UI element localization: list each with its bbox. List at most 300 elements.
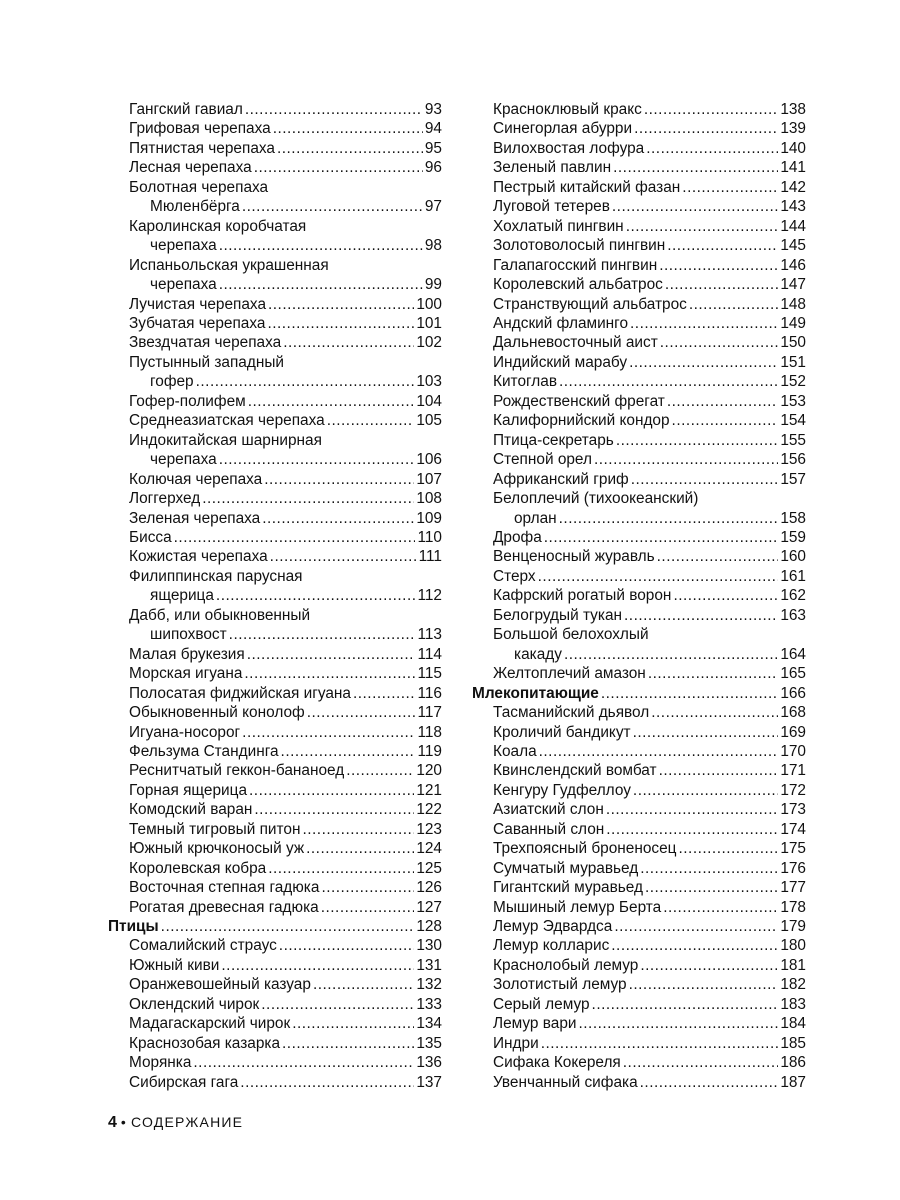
toc-page-number: 162 <box>780 587 806 605</box>
dot-leader <box>631 470 779 489</box>
toc-entry <box>472 236 806 255</box>
dot-leader <box>219 236 423 255</box>
dot-leader <box>307 703 416 722</box>
dot-leader <box>672 411 779 430</box>
toc-entry-title: Темный тигровый питон <box>129 820 301 838</box>
toc-entry <box>108 139 442 158</box>
toc-entry-title: Филиппинская парусная <box>129 567 303 585</box>
toc-page-number: 135 <box>416 1034 442 1052</box>
toc-page-number: 120 <box>416 762 442 780</box>
toc-entry <box>472 489 806 528</box>
dot-leader <box>645 878 778 897</box>
footer-section-title: СОДЕРЖАНИЕ <box>131 1114 244 1130</box>
toc-page-number: 122 <box>416 801 442 819</box>
dot-leader <box>247 645 416 664</box>
toc-page-number: 111 <box>418 548 442 566</box>
toc-entry <box>108 936 442 955</box>
toc-entry <box>472 1073 806 1092</box>
toc-entry <box>108 800 442 819</box>
dot-leader <box>244 664 415 683</box>
toc-entry <box>108 411 442 430</box>
toc-page-number: 102 <box>416 334 442 352</box>
toc-page-number: 138 <box>780 101 806 118</box>
dot-leader <box>594 450 778 469</box>
toc-page-number: 105 <box>416 412 442 430</box>
toc-entry <box>472 256 806 275</box>
dot-leader <box>606 820 778 839</box>
toc-entry <box>472 372 806 391</box>
toc-page-number: 165 <box>780 665 806 683</box>
toc-entry-title: Пестрый китайский фазан <box>493 178 681 196</box>
toc-entry <box>108 528 442 547</box>
toc-entry-title: Мышиный лемур Берта <box>493 898 662 916</box>
toc-entry <box>472 859 806 878</box>
dot-leader <box>592 995 779 1014</box>
dot-leader <box>673 586 778 605</box>
toc-page-number: 181 <box>780 956 806 974</box>
toc-entry-title: Зубчатая черепаха <box>129 314 266 332</box>
dot-leader <box>667 392 778 411</box>
toc-entry-title: Королевская кобра <box>129 859 267 877</box>
toc-entry-title: Лесная черепаха <box>129 159 252 177</box>
toc-entry-title: ящерица <box>150 587 214 605</box>
toc-page-number: 99 <box>424 276 442 294</box>
dot-leader <box>640 956 778 975</box>
toc-entry <box>108 723 442 742</box>
toc-entry-title: Млекопитающие <box>472 684 599 702</box>
toc-entry <box>108 995 442 1014</box>
dot-leader <box>679 839 779 858</box>
toc-entry-title: Испаньольская украшенная <box>129 256 329 274</box>
toc-entry <box>108 1034 442 1053</box>
toc-entry-title: Обыкновенный конолоф <box>129 704 305 722</box>
toc-page-number: 132 <box>416 976 442 994</box>
toc-entry-title: Оклендский чирок <box>129 995 260 1013</box>
toc-entry-title: Саванный слон <box>493 820 605 838</box>
toc-entry <box>472 917 806 936</box>
toc-page-number: 104 <box>416 392 442 410</box>
toc-page-number: 119 <box>417 742 442 760</box>
toc-entry <box>108 878 442 897</box>
toc-entry-title: Лучистая черепаха <box>129 295 266 313</box>
toc-entry-title: орлан <box>514 509 557 527</box>
toc-entry-title: Калифорнийский кондор <box>493 412 670 430</box>
toc-entry-title: Большой белохохлый <box>493 626 649 644</box>
dot-leader <box>682 178 778 197</box>
toc-entry <box>472 898 806 917</box>
toc-page-number: 144 <box>780 217 806 235</box>
toc-entry-title: Зеленая черепаха <box>129 509 261 527</box>
toc-entry <box>472 703 806 722</box>
dot-leader <box>216 586 416 605</box>
dot-leader <box>640 1073 779 1092</box>
toc-entry-title: Звездчатая черепаха <box>129 334 282 352</box>
toc-page-number: 140 <box>780 139 806 157</box>
page-footer <box>108 1114 243 1132</box>
dot-leader <box>242 197 423 216</box>
toc-entry-title: Морянка <box>129 1054 192 1072</box>
dot-leader <box>559 509 779 528</box>
dot-leader <box>667 236 778 255</box>
toc-page-number: 171 <box>780 762 806 780</box>
toc-entry <box>472 178 806 197</box>
toc-entry-title: Азиатский слон <box>493 801 604 819</box>
toc-entry-title: Золотистый лемур <box>493 976 627 994</box>
dot-leader <box>262 509 414 528</box>
toc-page-number: 110 <box>417 528 442 546</box>
toc-page-number: 123 <box>416 820 442 838</box>
toc-entry-title: Африканский гриф <box>493 470 629 488</box>
toc-entry <box>472 528 806 547</box>
toc-entry-title: Белоплечий (тихоокеанский) <box>493 490 699 508</box>
toc-page-number: 133 <box>416 995 442 1013</box>
toc-page-number: 173 <box>780 801 806 819</box>
dot-leader <box>161 917 415 936</box>
dot-leader <box>249 781 414 800</box>
dot-leader <box>623 1053 779 1072</box>
toc-page-number: 114 <box>417 645 442 663</box>
toc-page-number: 159 <box>780 528 806 546</box>
dot-leader <box>321 898 415 917</box>
toc-page-number: 150 <box>780 334 806 352</box>
toc-entry-title: Птица-секретарь <box>493 431 614 449</box>
toc-entry-title: Южный киви <box>129 956 220 974</box>
dot-leader <box>353 684 415 703</box>
dot-leader <box>611 936 778 955</box>
toc-entry-title: какаду <box>514 645 562 663</box>
toc-entry-title: Стерх <box>493 567 536 585</box>
toc-entry <box>108 645 442 664</box>
toc-entry-title: черепаха <box>150 451 217 469</box>
toc-entry <box>108 820 442 839</box>
toc-entry-title: Малая брукезия <box>129 645 245 663</box>
toc-entry <box>472 158 806 177</box>
toc-page-number: 94 <box>424 120 442 138</box>
dot-leader <box>629 975 779 994</box>
toc-entry-title: Полосатая фиджийская игуана <box>129 684 351 702</box>
toc-page-number: 101 <box>416 314 442 332</box>
toc-page-number: 134 <box>416 1015 442 1033</box>
toc-page-number: 148 <box>780 295 806 313</box>
toc-entry <box>108 703 442 722</box>
toc-page-number: 112 <box>417 587 442 605</box>
toc-entry <box>472 411 806 430</box>
toc-entry <box>108 431 442 470</box>
toc-page-number: 121 <box>416 781 442 799</box>
dot-leader <box>268 859 414 878</box>
toc-page-number: 103 <box>416 373 442 391</box>
toc-entry-title: Среднеазиатская черепаха <box>129 412 325 430</box>
toc-entry <box>108 333 442 352</box>
toc-entry-title: Реснитчатый геккон-бананоед <box>129 762 345 780</box>
toc-entry-title: Рождественский фрегат <box>493 392 665 410</box>
toc-entry <box>108 470 442 489</box>
dot-leader <box>270 547 417 566</box>
toc-entry <box>472 586 806 605</box>
toc-entry-title: Рогатая древесная гадюка <box>129 898 319 916</box>
toc-entry-title: Гигантский муравьед <box>493 879 643 897</box>
toc-entry <box>472 1034 806 1053</box>
toc-entry <box>108 158 442 177</box>
dot-leader <box>229 625 416 644</box>
dot-leader <box>292 1014 414 1033</box>
toc-entry <box>472 1053 806 1072</box>
toc-entry <box>472 392 806 411</box>
toc-entry <box>108 956 442 975</box>
toc-page-number: 113 <box>417 626 442 644</box>
dot-leader <box>663 898 778 917</box>
toc-entry <box>108 178 442 217</box>
toc-entry <box>108 100 442 119</box>
toc-entry-title: Коала <box>493 742 537 760</box>
toc-entry <box>472 936 806 955</box>
toc-left-column <box>108 100 442 1092</box>
toc-entry-title: Болотная черепаха <box>129 178 269 196</box>
toc-entry <box>108 547 442 566</box>
toc-entry-title: Зеленый павлин <box>493 159 612 177</box>
toc-page-number: 98 <box>424 237 442 255</box>
toc-entry <box>472 742 806 761</box>
toc-entry-title: Пустынный западный <box>129 353 284 371</box>
toc-entry <box>108 295 442 314</box>
toc-entry <box>472 197 806 216</box>
toc-page-number: 149 <box>780 314 806 332</box>
toc-page-number: 172 <box>780 781 806 799</box>
toc-page-number: 160 <box>780 548 806 566</box>
dot-leader <box>614 917 778 936</box>
toc-page-number: 95 <box>424 139 442 157</box>
dot-leader <box>630 314 778 333</box>
toc-entry <box>108 664 442 683</box>
toc-entry-title: Синегорлая абурри <box>493 120 633 138</box>
toc-page-number: 116 <box>417 684 442 702</box>
toc-entry <box>472 119 806 138</box>
toc-entry <box>472 567 806 586</box>
toc-entry <box>472 800 806 819</box>
toc-entry <box>108 392 442 411</box>
toc-page-number: 141 <box>780 159 806 177</box>
dot-leader <box>559 372 778 391</box>
toc-entry <box>108 859 442 878</box>
dot-leader <box>254 158 423 177</box>
toc-entry <box>472 295 806 314</box>
dot-leader <box>302 820 414 839</box>
dot-leader <box>313 975 414 994</box>
toc-page-number: 126 <box>416 879 442 897</box>
dot-leader <box>267 314 414 333</box>
toc-page-number: 174 <box>780 820 806 838</box>
dot-leader <box>277 139 423 158</box>
dot-leader <box>648 664 779 683</box>
dot-leader <box>306 839 414 858</box>
toc-page-number: 142 <box>780 178 806 196</box>
toc-right-column <box>472 100 806 1092</box>
toc-entry <box>108 217 442 256</box>
toc-page-number: 137 <box>416 1073 442 1091</box>
toc-entry <box>108 567 442 606</box>
toc-entry <box>108 742 442 761</box>
toc-entry-title: Венценосный журавль <box>493 548 655 566</box>
toc-entry <box>472 139 806 158</box>
toc-entry-title: Сифака Кокереля <box>493 1054 621 1072</box>
toc-page-number: 169 <box>780 723 806 741</box>
toc-page-number: 118 <box>417 723 442 741</box>
toc-entry-title: Морская игуана <box>129 665 243 683</box>
toc-entry-title: Фельзума Стандинга <box>129 742 279 760</box>
dot-leader <box>544 528 779 547</box>
dot-leader <box>689 295 778 314</box>
dot-leader <box>254 800 414 819</box>
toc-entry-title: Колючая черепаха <box>129 470 263 488</box>
dot-leader <box>268 295 414 314</box>
dot-leader <box>626 217 779 236</box>
toc-page-number: 183 <box>780 995 806 1013</box>
toc-page-number: 182 <box>780 976 806 994</box>
toc-entry-title: Лемур вари <box>493 1015 577 1033</box>
toc-page-number: 115 <box>417 665 442 683</box>
toc-entry-title: Королевский альбатрос <box>493 276 663 294</box>
toc-page-number: 164 <box>780 645 806 663</box>
toc-page-number: 145 <box>780 237 806 255</box>
toc-entry-title: Кафрский рогатый ворон <box>493 587 672 605</box>
toc-page-number: 186 <box>780 1054 806 1072</box>
dot-leader <box>539 742 779 761</box>
toc-entry-title: Кроличий бандикут <box>493 723 631 741</box>
toc-entry-title: Сибирская гага <box>129 1073 239 1091</box>
dot-leader <box>279 936 415 955</box>
toc-entry-title: Луговой тетерев <box>493 198 610 216</box>
toc-entry-title: Пятнистая черепаха <box>129 139 275 157</box>
toc-entry-title: Степной орел <box>493 451 592 469</box>
toc-entry <box>108 509 442 528</box>
toc-page-number: 157 <box>780 470 806 488</box>
toc-entry-title: Грифовая черепаха <box>129 120 271 138</box>
toc-page-number: 170 <box>780 742 806 760</box>
dot-leader <box>242 723 415 742</box>
dot-leader <box>634 119 778 138</box>
toc-entry-title: Желтоплечий амазон <box>493 665 646 683</box>
toc-page-number: 168 <box>780 704 806 722</box>
dot-leader <box>612 197 778 216</box>
toc-entry-title: Золотоволосый пингвин <box>493 237 666 255</box>
toc-entry-title: Галапагосский пингвин <box>493 256 658 274</box>
dot-leader <box>633 723 779 742</box>
toc-entry <box>108 781 442 800</box>
toc-entry <box>472 625 806 664</box>
toc-page-number: 107 <box>416 470 442 488</box>
dot-leader <box>346 761 414 780</box>
toc-entry-title: Увенчанный сифака <box>493 1073 638 1091</box>
dot-leader <box>282 1034 414 1053</box>
toc-entry <box>108 684 442 703</box>
toc-entry <box>108 353 442 392</box>
toc-entry-title: Гофер-полифем <box>129 392 246 410</box>
dot-leader <box>633 781 778 800</box>
dot-leader <box>659 761 779 780</box>
toc-entry-title: Лемур колларис <box>493 937 610 955</box>
toc-entry-title: Каролинская коробчатая <box>129 217 307 235</box>
toc-entry <box>472 761 806 780</box>
toc-page-number: 154 <box>780 412 806 430</box>
toc-page-number: 109 <box>416 509 442 527</box>
toc-entry <box>108 975 442 994</box>
dot-leader <box>261 995 414 1014</box>
toc-entry-title: Мюленбёрга <box>150 198 240 216</box>
toc-entry <box>472 606 806 625</box>
dot-leader <box>538 567 779 586</box>
toc-page-number: 184 <box>780 1015 806 1033</box>
toc-entry <box>472 995 806 1014</box>
toc-page-number: 124 <box>416 840 442 858</box>
dot-leader <box>646 139 778 158</box>
toc-entry-title: Индри <box>493 1034 539 1052</box>
toc-entry-title: Квинслендский вомбат <box>493 762 657 780</box>
toc-entry <box>472 664 806 683</box>
dot-leader <box>579 1014 779 1033</box>
toc-entry <box>472 820 806 839</box>
toc-page-number: 178 <box>780 898 806 916</box>
toc-entry-title: Комодский варан <box>129 801 253 819</box>
toc-entry-title: Китоглав <box>493 373 557 391</box>
toc-page-number: 139 <box>780 120 806 138</box>
toc-entry-title: Гангский гавиал <box>129 101 243 118</box>
toc-entry <box>472 314 806 333</box>
toc-entry-title: Индокитайская шарнирная <box>129 431 322 449</box>
dot-leader <box>321 878 414 897</box>
toc-entry-title: Дабб, или обыкновенный <box>129 606 311 624</box>
toc-entry-title: Кожистая черепаха <box>129 548 268 566</box>
toc-entry <box>472 878 806 897</box>
dot-leader <box>601 684 778 703</box>
toc-entry-title: Логгерхед <box>129 490 201 508</box>
toc-entry-title: черепаха <box>150 276 217 294</box>
toc-entry <box>108 1014 442 1033</box>
toc-entry-title: Индийский марабу <box>493 353 628 371</box>
toc-page-number: 151 <box>780 353 806 371</box>
toc-entry <box>108 898 442 917</box>
toc-entry <box>472 450 806 469</box>
toc-entry <box>108 119 442 138</box>
toc-entry-title: гофер <box>150 373 194 391</box>
toc-entry-title: Андский фламинго <box>493 314 629 332</box>
toc-page-number: 136 <box>416 1054 442 1072</box>
dot-leader <box>219 450 415 469</box>
toc-entry <box>108 314 442 333</box>
toc-entry-title: Игуана-носорог <box>129 723 241 741</box>
toc-page-number: 100 <box>416 295 442 313</box>
toc-page-number: 163 <box>780 606 806 624</box>
dot-leader <box>196 372 415 391</box>
dot-leader <box>240 1073 414 1092</box>
toc-entry-title: шипохвост <box>150 626 227 644</box>
dot-leader <box>651 703 778 722</box>
toc-entry <box>472 275 806 294</box>
toc-entry <box>472 1014 806 1033</box>
footer-bullet: • <box>120 1114 128 1130</box>
toc-entry <box>108 606 442 645</box>
toc-entry-title: Трехпоясный броненосец <box>493 840 677 858</box>
toc-entry-title: Кенгуру Гудфеллоу <box>493 781 631 799</box>
toc-entry-title: Восточная степная гадюка <box>129 879 320 897</box>
toc-entry-title: Мадагаскарский чирок <box>129 1015 291 1033</box>
dot-leader <box>629 353 778 372</box>
dot-leader <box>245 100 423 119</box>
dot-leader <box>174 528 416 547</box>
toc-page-number: 130 <box>416 937 442 955</box>
toc-page-number: 179 <box>780 918 806 936</box>
toc-entry <box>472 470 806 489</box>
toc-page-number: 161 <box>780 567 806 585</box>
